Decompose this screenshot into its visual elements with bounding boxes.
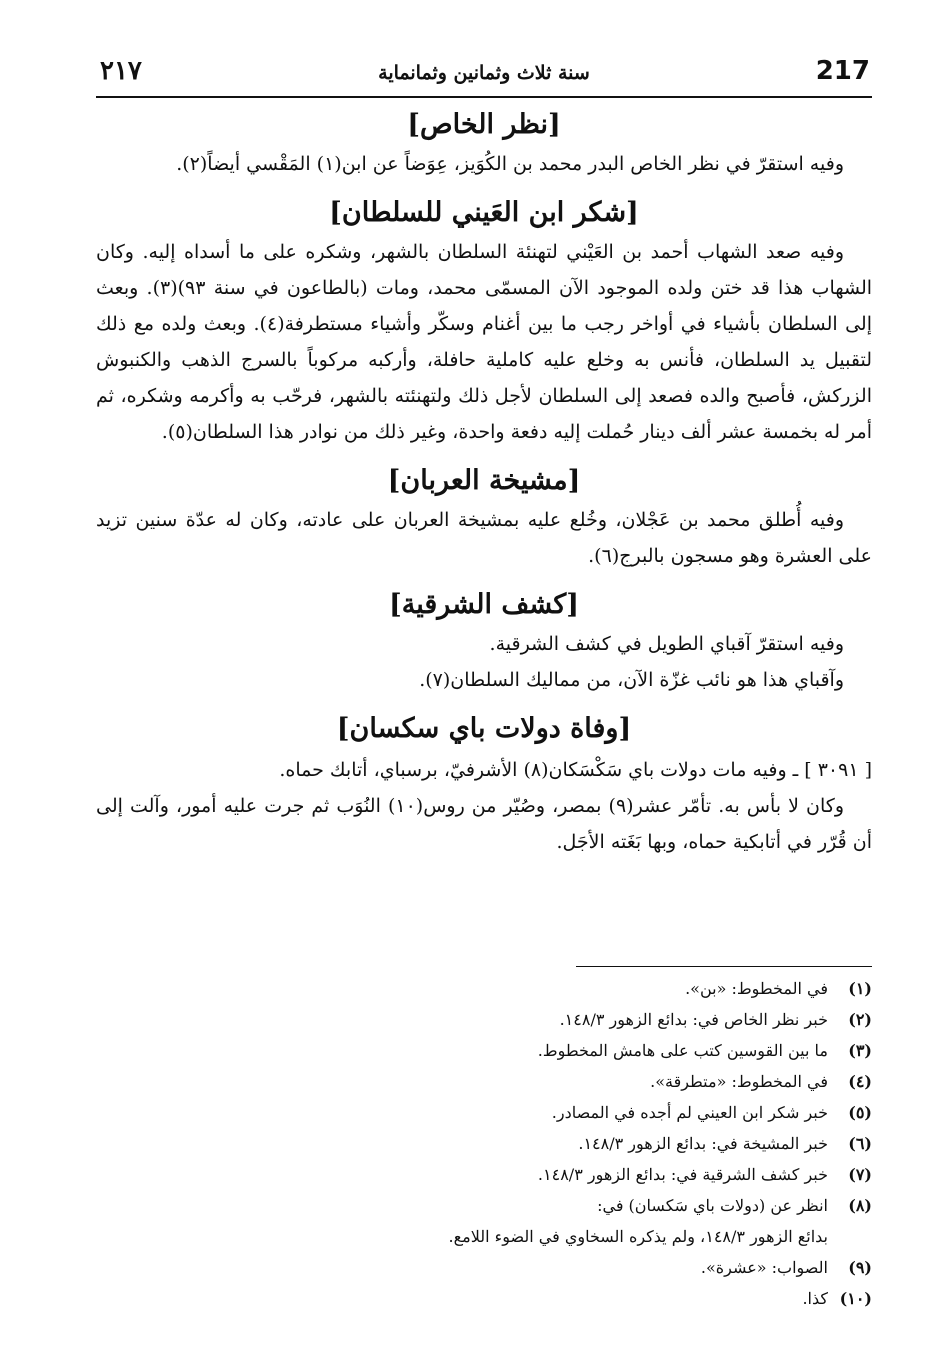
footnote-text: خبر المشيخة في: بدائع الزهور ١٤٨/٣. <box>578 1134 828 1153</box>
paragraph: وآقباي هذا هو نائب غزّة الآن، من مماليك السلطان(٧). <box>419 669 844 691</box>
page-number-arabic: ٢١٧ <box>100 56 142 86</box>
paragraph: وفيه استقرّ في نظر الخاص البدر محمد بن الكُوَيز، عِوَضاً عن ابن(١) المَقْسي أيضاً(٢). <box>176 153 844 175</box>
footnote <box>96 1252 872 1283</box>
footnote-number: (٦) <box>848 1134 872 1153</box>
footnote-text: الصواب: «عشرة». <box>700 1258 828 1277</box>
footnote-text: خبر شكر ابن العيني لم أجده في المصادر. <box>551 1103 828 1122</box>
footnote-number: (٩) <box>848 1258 872 1277</box>
footnotes <box>96 966 872 1314</box>
footnote <box>96 1097 872 1128</box>
footnote-number: (١٠) <box>839 1289 872 1308</box>
footnote <box>96 1035 872 1066</box>
page-header <box>96 52 872 98</box>
footnote-number: (٢) <box>848 1010 872 1029</box>
footnote-text: في المخطوط: «بن». <box>685 979 828 998</box>
footnote <box>96 1004 872 1035</box>
section-heading: [مشيخة العربان] <box>387 465 581 496</box>
footnote-divider <box>576 966 872 967</box>
biography-entry: [ ٣٠٩١ ] ـ وفيه مات دولات باي سَكْسَكان(٨) الأشرفيّ، برسباي، أتابك حماه. <box>279 759 872 781</box>
footnote-continuation <box>96 1221 872 1252</box>
footnote-number: (٣) <box>848 1041 872 1060</box>
footnote-text: في المخطوط: «متطرقة». <box>650 1072 828 1091</box>
paragraph: وفيه استقرّ آقباي الطويل في كشف الشرقية. <box>489 633 844 655</box>
footnote-text: انظر عن (دولات باي سَكسان) في: <box>597 1196 828 1215</box>
footnote-text: خبر كشف الشرقية في: بدائع الزهور ١٤٨/٣. <box>537 1165 828 1184</box>
paragraph: وفيه صعد الشهاب أحمد بن العَيْني لتهنئة السلطان بالشهر، وشكره على ما أسداه إليه. وكان الشهاب هذا قد ختن ولده الموجود الآن المسمّى محمد، ومات (بالطاعون في سنة ٩٣)(٣). وبعث إلى السلطان بأشياء في أواخر رجب ما بين أغنام وسكّر وأشياء مستطرفة(٤). وبعث ولده مع ذلك لتقبيل يد السلطان، فأنس به وخلع عليه كاملية حافلة، وأركبه مركوباً بالسرج الذهب والكنبوش الزركش، فأصبح والده فصعد إلى السلطان لأجل ذلك ولتهنئته بالشهر، فرحّب به وأكرمه وشكره، ثم أمر له بخمسة عشر ألف دينار حُملت إليه دفعة واحدة، وغير ذلك من نوادر هذا السلطان(٥). <box>96 241 873 443</box>
section-heading: [وفاة دولات باي سكسان] <box>336 713 632 744</box>
footnote-number: (٥) <box>848 1103 872 1122</box>
footnote-number-spacer <box>836 1221 872 1252</box>
section-heading: [نظر الخاص] <box>407 109 561 140</box>
section-heading: [كشف الشرقية] <box>388 589 580 620</box>
section-heading: [شكر ابن العَيني للسلطان] <box>329 197 639 228</box>
footnote-text: كذا. <box>802 1289 828 1308</box>
footnote <box>96 1283 872 1314</box>
footnote <box>96 1190 872 1221</box>
footnote <box>96 1128 872 1159</box>
page-number-latin: 217 <box>815 56 870 86</box>
footnote <box>96 973 872 1004</box>
footnote-number: (٤) <box>848 1072 872 1091</box>
footnote-number: (٨) <box>848 1196 872 1215</box>
footnote-number: (١) <box>848 979 872 998</box>
footnote <box>96 1159 872 1190</box>
paragraph: وفيه أُطلق محمد بن عَجْلان، وخُلع عليه بمشيخة العربان على عادته، وكان له عدّة سنين تزيد على العشرة وهو مسجون بالبرج(٦). <box>96 509 872 567</box>
main-text <box>96 100 872 860</box>
running-title: سنة ثلاث وثمانين وثمانماية <box>378 62 590 84</box>
footnote-text: ما بين القوسين كتب على هامش المخطوط. <box>537 1041 828 1060</box>
footnote-text: بدائع الزهور ١٤٨/٣، ولم يذكره السخاوي في الضوء اللامع. <box>448 1227 828 1246</box>
paragraph: وكان لا بأس به. تأمّر عشر(٩) بمصر، وصُيّر من روس(١٠) النُوَب ثم جرت عليه أمور، وآلت إلى أن قُرّر في أتابكية حماه، وبها بَغَته الأجَل. <box>96 795 872 853</box>
footnote <box>96 1066 872 1097</box>
footnote-number: (٧) <box>848 1165 872 1184</box>
footnote-text: خبر نظر الخاص في: بدائع الزهور ١٤٨/٣. <box>559 1010 828 1029</box>
